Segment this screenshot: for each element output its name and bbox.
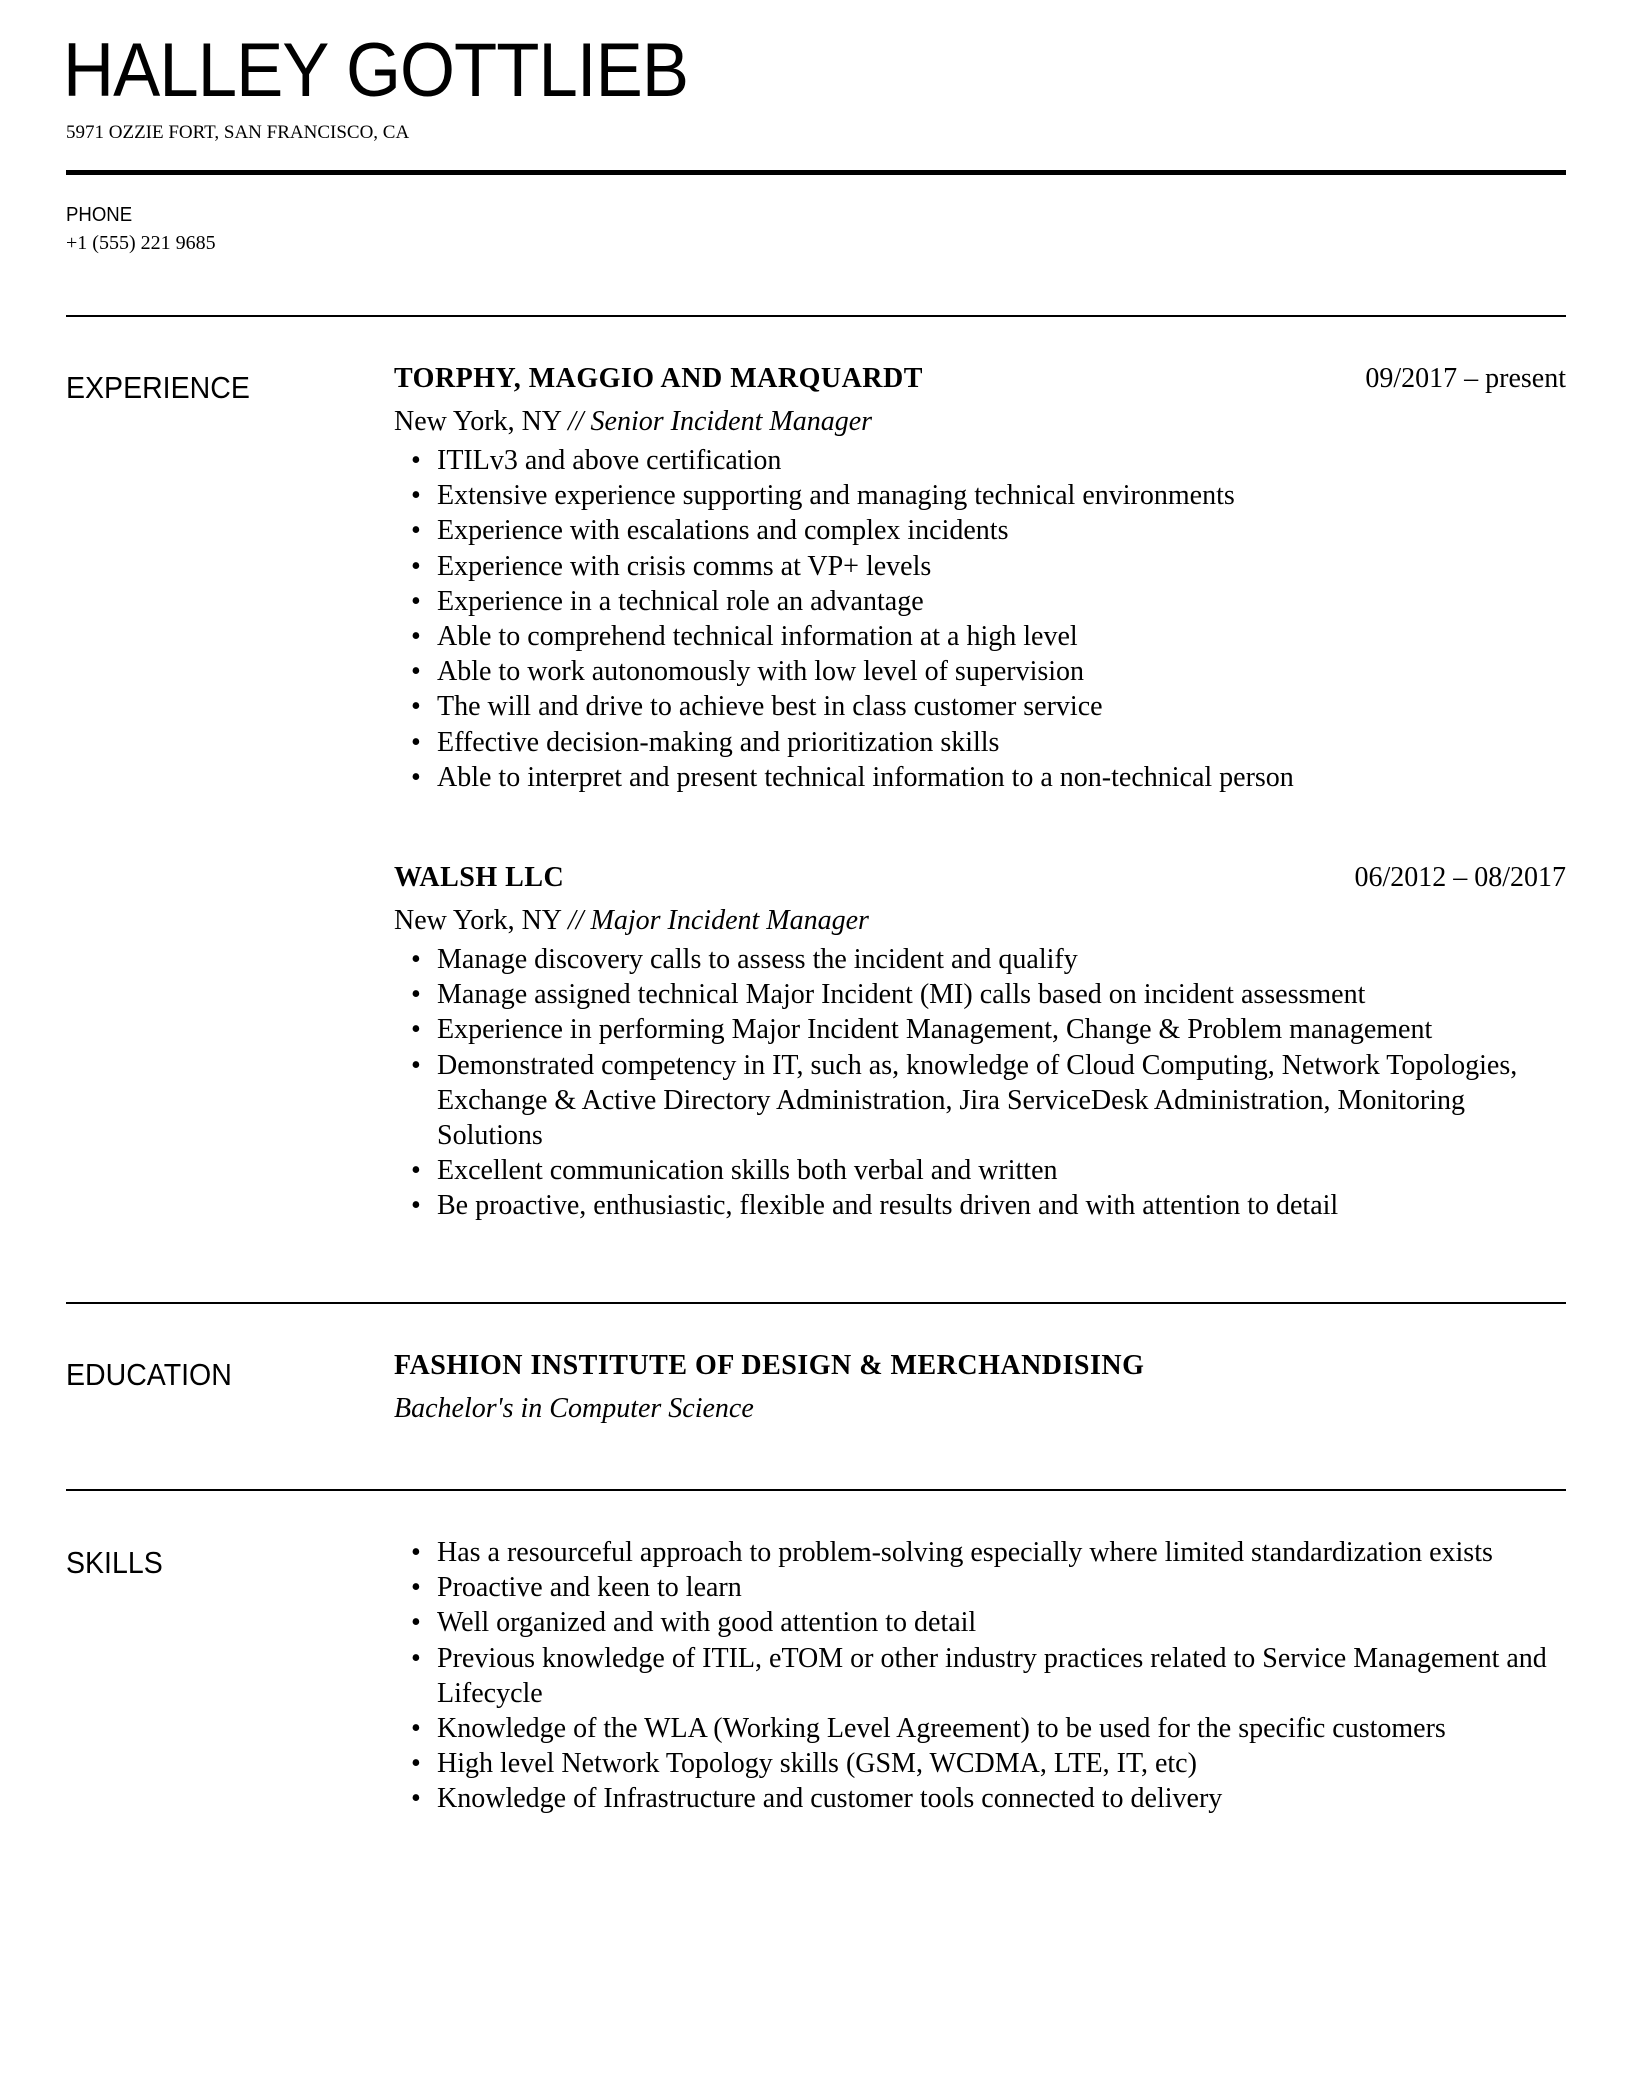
list-item [394,1746,1566,1781]
list-item [394,760,1566,795]
list-item [394,478,1566,513]
job-entry [394,862,1566,1224]
skills-list [394,1535,1566,1817]
list-item-text: Able to interpret and present technical information to a non-technical person [437,761,1294,793]
list-item [394,619,1566,654]
job-bullets [394,942,1566,1224]
section-label-education: EDUCATION [66,1357,232,1392]
list-item [394,1570,1566,1605]
bullet-icon: • [411,691,421,723]
degree [394,1390,1566,1428]
list-item-text: Experience with escalations and complex incidents [437,515,1009,547]
bullet-icon: • [411,585,421,617]
bullet-icon: • [411,656,421,688]
list-item [394,1605,1566,1640]
list-item [394,549,1566,584]
job-dates: 09/2017 – present [1365,363,1566,394]
section-label-skills: SKILLS [66,1545,163,1580]
job-subtitle [394,403,1566,441]
list-item-text: Knowledge of the WLA (Working Level Agreement) to be used for the specific customers [437,1713,1446,1745]
list-item-text: Effective decision-making and prioritization skills [437,726,1000,758]
bullet-icon: • [411,1572,421,1604]
section-divider [66,315,1566,317]
bullet-icon: • [411,515,421,547]
list-item-text: High level Network Topology skills (GSM, WCDMA, LTE, IT, etc) [437,1748,1197,1780]
job-entry [394,363,1566,795]
job-dates: 06/2012 – 08/2017 [1354,862,1566,893]
school-header [394,1350,1566,1390]
list-item-text: Experience in performing Major Incident Management, Change & Problem management [437,1014,1433,1046]
list-item-text: Experience in a technical role an advantage [437,585,924,617]
list-item-text: Manage discovery calls to assess the incident and qualify [437,944,1078,975]
list-item-text: Knowledge of Infrastructure and customer tools connected to delivery [437,1783,1223,1815]
list-item-text: Be proactive, enthusiastic, flexible and results driven and with attention to detail [437,1190,1339,1222]
list-item [394,977,1566,1012]
job-title: Senior Incident Manager [590,406,873,437]
degree-text: Bachelor's in Computer Science [394,1393,754,1424]
list-item [394,1188,1566,1223]
bullet-icon: • [411,1049,421,1081]
phone-number: +1 (555) 221 9685 [66,232,216,254]
list-item-text: Excellent communication skills both verbal and written [437,1155,1058,1187]
list-item [394,1535,1566,1570]
experience-content [394,363,1566,795]
list-item [394,689,1566,724]
list-item [394,584,1566,619]
job-location: New York, NY [394,905,561,936]
list-item [394,1781,1566,1816]
list-item [394,1153,1566,1188]
bullet-icon: • [411,1748,421,1780]
list-item-text: Well organized and with good attention to detail [437,1607,977,1639]
list-item-text: Able to comprehend technical information at a high level [437,621,1078,653]
address: 5971 OZZIE FORT, SAN FRANCISCO, CA [66,122,410,143]
list-item [394,942,1566,977]
education-content [394,1350,1566,1428]
school-name: FASHION INSTITUTE OF DESIGN & MERCHANDISING [394,1350,1145,1381]
list-item-text: ITILv3 and above certification [437,445,782,476]
list-item [394,513,1566,548]
bullet-icon: • [411,1190,421,1222]
separator: // [567,905,584,936]
list-item-text: Previous knowledge of ITIL, eTOM or other industry practices related to Service Management and Lifecycle [437,1642,1547,1709]
header-divider [66,170,1566,175]
company-name: WALSH LLC [394,862,565,893]
bullet-icon: • [411,621,421,653]
bullet-icon: • [411,1537,421,1568]
job-title: Major Incident Manager [590,905,869,936]
bullet-icon: • [411,979,421,1011]
section-divider [66,1489,1566,1491]
bullet-icon: • [411,550,421,582]
skills-content [394,1535,1566,1817]
bullet-icon: • [411,1607,421,1639]
list-item-text: Experience with crisis comms at VP+ levels [437,550,932,582]
contact-label: PHONE [66,204,133,226]
bullet-icon: • [411,1783,421,1815]
list-item-text: Manage assigned technical Major Incident (MI) calls based on incident assessment [437,979,1366,1011]
list-item [394,654,1566,689]
list-item [394,725,1566,760]
list-item-text: Has a resourceful approach to problem-solving especially where limited standardization exists [437,1537,1493,1568]
candidate-name: HALLEY GOTTLIEB [63,28,689,113]
experience-content-2 [394,862,1566,1224]
list-item-text: The will and drive to achieve best in class customer service [437,691,1103,723]
list-item-text: Demonstrated competency in IT, such as, knowledge of Cloud Computing, Network Topologies, Exchange & Active Directory Administration, Jira ServiceDesk Administration, Monitoring Solutions [437,1049,1518,1152]
bullet-icon: • [411,480,421,512]
list-item [394,1711,1566,1746]
job-subtitle [394,902,1566,940]
list-item-text: Able to work autonomously with low level of supervision [437,656,1085,688]
bullet-icon: • [411,1155,421,1187]
section-divider [66,1302,1566,1304]
bullet-icon: • [411,726,421,758]
job-header [394,862,1566,902]
list-item [394,1048,1566,1154]
list-item-text: Extensive experience supporting and managing technical environments [437,480,1235,512]
list-item [394,443,1566,478]
bullet-icon: • [411,445,421,476]
bullet-icon: • [411,761,421,793]
bullet-icon: • [411,944,421,975]
bullet-icon: • [411,1642,421,1674]
job-header [394,363,1566,403]
company-name: TORPHY, MAGGIO AND MARQUARDT [394,363,923,394]
job-bullets [394,443,1566,795]
section-label-experience: EXPERIENCE [66,370,250,405]
separator: // [567,406,584,437]
list-item [394,1641,1566,1711]
list-item [394,1012,1566,1047]
bullet-icon: • [411,1014,421,1046]
job-location: New York, NY [394,406,561,437]
bullet-icon: • [411,1713,421,1745]
list-item-text: Proactive and keen to learn [437,1572,742,1604]
